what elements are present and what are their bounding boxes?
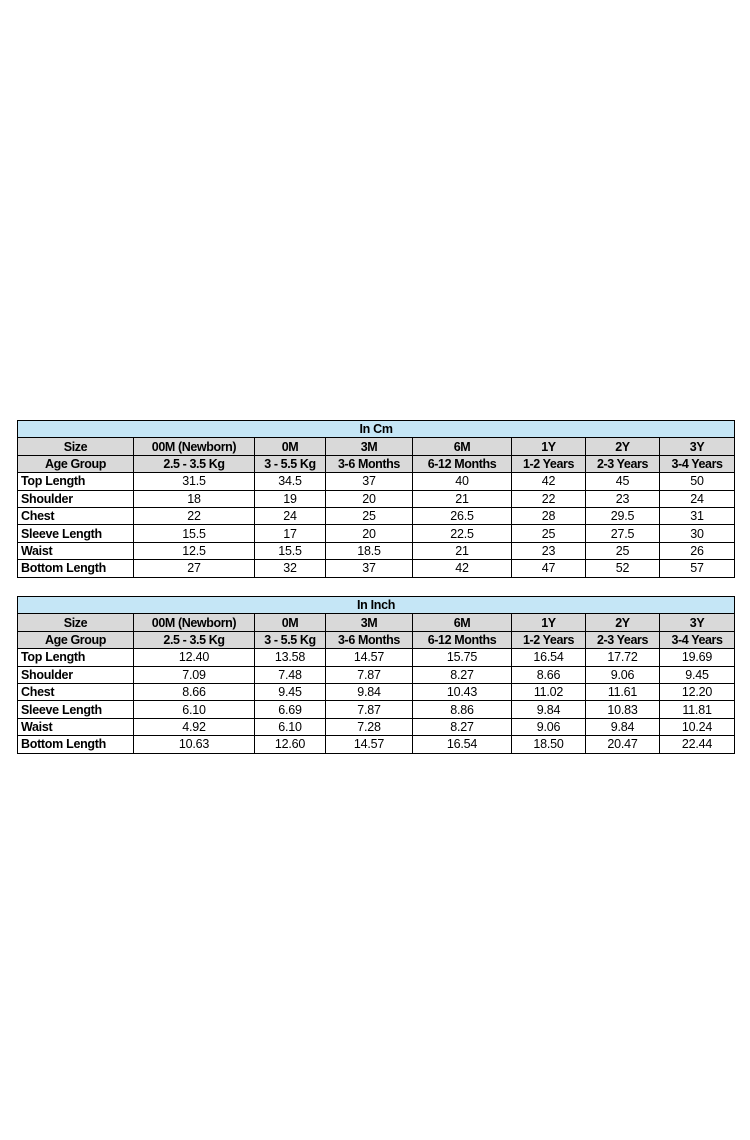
row-label: Chest (18, 683, 134, 700)
table-cell: 20.47 (586, 736, 660, 753)
table-cell: 24 (660, 490, 735, 507)
table-cell: 9.84 (586, 718, 660, 735)
table-cell: 8.66 (134, 683, 255, 700)
table-cell: 12.40 (134, 649, 255, 666)
header-cell: 3-4 Years (660, 631, 735, 648)
header-cell: Size (18, 614, 134, 631)
header-cell: Age Group (18, 631, 134, 648)
size-header-row (18, 614, 735, 631)
header-cell: 1Y (512, 438, 586, 455)
table-cell: 14.57 (326, 649, 413, 666)
header-cell: 3M (326, 614, 413, 631)
table-row (18, 560, 735, 577)
header-cell: Size (18, 438, 134, 455)
row-label: Waist (18, 542, 134, 559)
table-cell: 9.45 (255, 683, 326, 700)
table-cell: 13.58 (255, 649, 326, 666)
table-cell: 20 (326, 525, 413, 542)
table-cell: 47 (512, 560, 586, 577)
table-cell: 6.10 (255, 718, 326, 735)
table-cell: 52 (586, 560, 660, 577)
header-cell: 3-6 Months (326, 455, 413, 472)
table-row (18, 542, 735, 559)
header-cell: 2-3 Years (586, 455, 660, 472)
table-cell: 34.5 (255, 473, 326, 490)
table-cell: 42 (512, 473, 586, 490)
table-cell: 7.87 (326, 666, 413, 683)
table-cell: 25 (326, 507, 413, 524)
table-row (18, 473, 735, 490)
table-cell: 9.06 (512, 718, 586, 735)
row-label: Shoulder (18, 666, 134, 683)
table-cell: 9.06 (586, 666, 660, 683)
table-cell: 8.27 (413, 666, 512, 683)
table-cell: 25 (512, 525, 586, 542)
row-label: Sleeve Length (18, 701, 134, 718)
table-cell: 23 (512, 542, 586, 559)
table-cell: 26.5 (413, 507, 512, 524)
table-cell: 12.5 (134, 542, 255, 559)
table-row (18, 718, 735, 735)
header-cell: 2Y (586, 614, 660, 631)
header-cell: 00M (Newborn) (134, 438, 255, 455)
table-cell: 19 (255, 490, 326, 507)
table-row (18, 683, 735, 700)
header-cell: 2.5 - 3.5 Kg (134, 631, 255, 648)
age-group-row (18, 455, 735, 472)
header-cell: 6M (413, 614, 512, 631)
table-cell: 21 (413, 490, 512, 507)
header-cell: 2.5 - 3.5 Kg (134, 455, 255, 472)
table-cell: 16.54 (512, 649, 586, 666)
table-row (18, 507, 735, 524)
header-cell: 0M (255, 438, 326, 455)
table-cell: 22 (134, 507, 255, 524)
table-cell: 10.83 (586, 701, 660, 718)
header-cell: 0M (255, 614, 326, 631)
table-cell: 10.43 (413, 683, 512, 700)
table-cell: 22 (512, 490, 586, 507)
row-label: Waist (18, 718, 134, 735)
table-cell: 8.27 (413, 718, 512, 735)
table-row (18, 736, 735, 753)
table-cell: 7.09 (134, 666, 255, 683)
table-cell: 11.02 (512, 683, 586, 700)
table-cell: 26 (660, 542, 735, 559)
row-label: Bottom Length (18, 736, 134, 753)
size-chart-inch-table (17, 596, 735, 754)
age-group-row (18, 631, 735, 648)
table-row (18, 701, 735, 718)
table-cell: 12.20 (660, 683, 735, 700)
table-cell: 9.84 (512, 701, 586, 718)
table-cell: 14.57 (326, 736, 413, 753)
header-cell: 3Y (660, 438, 735, 455)
table-cell: 27 (134, 560, 255, 577)
table-row (18, 649, 735, 666)
table-cell: 11.81 (660, 701, 735, 718)
table-row (18, 666, 735, 683)
table-cell: 10.63 (134, 736, 255, 753)
table-cell: 9.84 (326, 683, 413, 700)
table-cell: 18 (134, 490, 255, 507)
header-cell: 3 - 5.5 Kg (255, 631, 326, 648)
table-cell: 7.48 (255, 666, 326, 683)
table-cell: 25 (586, 542, 660, 559)
row-label: Sleeve Length (18, 525, 134, 542)
table-cell: 28 (512, 507, 586, 524)
row-label: Top Length (18, 473, 134, 490)
table-cell: 57 (660, 560, 735, 577)
table-cell: 6.10 (134, 701, 255, 718)
table-cell: 15.5 (134, 525, 255, 542)
header-cell: 3-6 Months (326, 631, 413, 648)
header-cell: 00M (Newborn) (134, 614, 255, 631)
table-cell: 31 (660, 507, 735, 524)
table-title-row (18, 421, 735, 438)
table-cell: 9.45 (660, 666, 735, 683)
table-cell: 11.61 (586, 683, 660, 700)
table-cell: 22.44 (660, 736, 735, 753)
table-cell: 12.60 (255, 736, 326, 753)
table-cell: 24 (255, 507, 326, 524)
table-cell: 30 (660, 525, 735, 542)
header-cell: 1-2 Years (512, 455, 586, 472)
table-cell: 17.72 (586, 649, 660, 666)
table-cell: 27.5 (586, 525, 660, 542)
table-cell: 23 (586, 490, 660, 507)
table-cell: 18.50 (512, 736, 586, 753)
table-cell: 8.86 (413, 701, 512, 718)
table-cell: 17 (255, 525, 326, 542)
table-cell: 32 (255, 560, 326, 577)
size-header-row (18, 438, 735, 455)
table-cell: 37 (326, 473, 413, 490)
table-cell: 22.5 (413, 525, 512, 542)
row-label: Bottom Length (18, 560, 134, 577)
header-cell: 3 - 5.5 Kg (255, 455, 326, 472)
table-cell: 8.66 (512, 666, 586, 683)
table-cell: 31.5 (134, 473, 255, 490)
table-cell: 10.24 (660, 718, 735, 735)
size-chart-cm-table (17, 420, 735, 578)
header-cell: 3-4 Years (660, 455, 735, 472)
header-cell: 1Y (512, 614, 586, 631)
table-cell: 50 (660, 473, 735, 490)
table-cell: 19.69 (660, 649, 735, 666)
table-title: In Inch (18, 597, 735, 614)
table-cell: 20 (326, 490, 413, 507)
table-cell: 7.87 (326, 701, 413, 718)
header-cell: 6M (413, 438, 512, 455)
table-title-row (18, 597, 735, 614)
header-cell: 6-12 Months (413, 631, 512, 648)
table-title: In Cm (18, 421, 735, 438)
header-cell: 2-3 Years (586, 631, 660, 648)
header-cell: 3M (326, 438, 413, 455)
table-cell: 7.28 (326, 718, 413, 735)
table-cell: 4.92 (134, 718, 255, 735)
row-label: Top Length (18, 649, 134, 666)
header-cell: 3Y (660, 614, 735, 631)
table-cell: 6.69 (255, 701, 326, 718)
row-label: Chest (18, 507, 134, 524)
row-label: Shoulder (18, 490, 134, 507)
table-row (18, 490, 735, 507)
table-cell: 15.75 (413, 649, 512, 666)
table-cell: 37 (326, 560, 413, 577)
table-cell: 15.5 (255, 542, 326, 559)
table-row (18, 525, 735, 542)
header-cell: 1-2 Years (512, 631, 586, 648)
table-cell: 21 (413, 542, 512, 559)
table-cell: 29.5 (586, 507, 660, 524)
header-cell: 2Y (586, 438, 660, 455)
table-cell: 40 (413, 473, 512, 490)
table-cell: 45 (586, 473, 660, 490)
table-cell: 18.5 (326, 542, 413, 559)
header-cell: 6-12 Months (413, 455, 512, 472)
header-cell: Age Group (18, 455, 134, 472)
table-cell: 42 (413, 560, 512, 577)
table-cell: 16.54 (413, 736, 512, 753)
